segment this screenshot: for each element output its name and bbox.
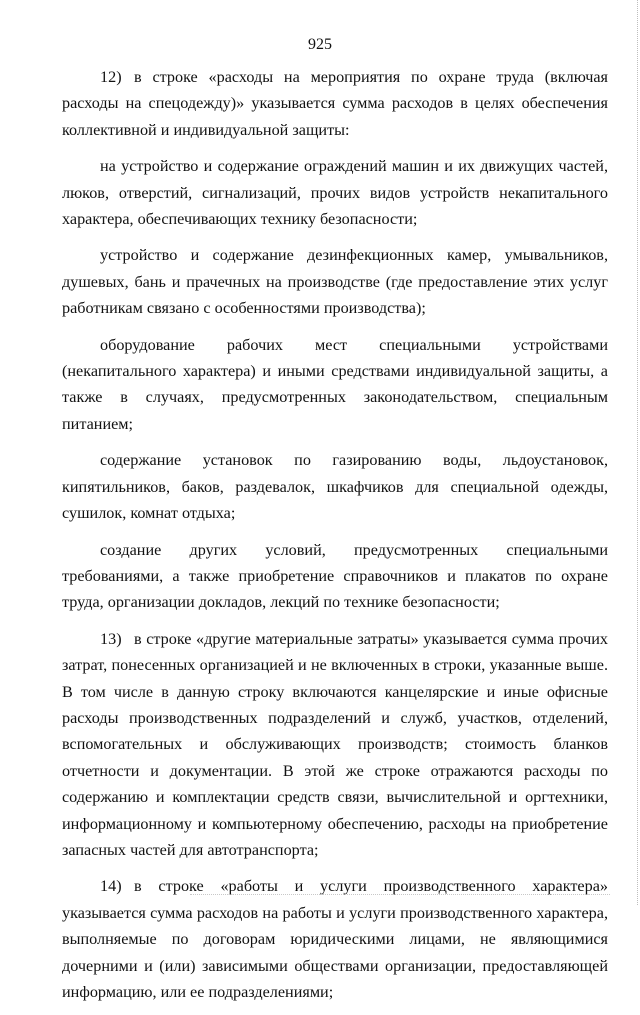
- paragraph-water-installations: [62, 447, 608, 526]
- page-number: 925: [308, 36, 332, 53]
- paragraph-text: создание других условий, предусмотренных специальными требованиями, а также приобретение справочников и плакатов по охране труда, организации докладов, лекций по технике безопасности;: [62, 540, 608, 612]
- paragraph-protective-barriers: [62, 153, 608, 232]
- paragraph-other-conditions: [62, 537, 608, 616]
- paragraph-item-13: [62, 626, 608, 864]
- item-number: 14): [100, 877, 122, 896]
- paragraph-disinfection-chambers: [62, 242, 608, 321]
- paragraph-workplace-equipment: [62, 332, 608, 438]
- paragraph-text: оборудование рабочих мест специальными устройствами (некапитального характера) и иными средствами индивидуальной защиты, а также в случаях, предусмотренных законодательством, специальным питанием;: [62, 335, 608, 433]
- scan-edge-bottom: [190, 894, 610, 895]
- document-body: [62, 64, 608, 1015]
- paragraph-item-12: [62, 64, 608, 143]
- paragraph-text: в строке «работы и услуги производственного характера» указывается сумма расходов на работы и услуги производственного характера, выполняемые по договорам юридическими лицами, не являющимися дочерними и (или) зависимыми обществами организации, предоставляющей информацию, или ее подразделениями;: [62, 877, 608, 1001]
- paragraph-text: устройство и содержание дезинфекционных камер, умывальников, душевых, бань и прачечных на производстве (где предоставление этих услуг работникам связано с особенностями производства);: [62, 246, 608, 318]
- paragraph-text: в строке «другие материальные затраты» указывается сумма прочих затрат, понесенных организацией и не включенных в строки, указанные выше. В том числе в данную строку включаются канцелярские и иные офисные расходы производственных подразделений и служб, участков, отделений, вспомогательных и обслуживающих производств; стоимость бланков отчетности и документации. В этой же строке отражаются расходы по содержанию и комплектации средств связи, вычислительной и оргтехники, информационному и компьютерному обеспечению, расходы на приобретение запасных частей для автотранспорта;: [62, 629, 608, 859]
- scan-edge-right: [637, 0, 638, 905]
- paragraph-text: на устройство и содержание ограждений машин и их движущих частей, люков, отверстий, сигнализаций, прочих видов устройств некапитального характера, обеспечивающих технику безопасности;: [62, 157, 608, 229]
- paragraph-text: содержание установок по газированию воды, льдоустановок, кипятильников, баков, раздевалок, шкафчиков для специальной одежды, сушилок, комнат отдыха;: [62, 451, 608, 523]
- item-number: 12): [100, 68, 122, 86]
- item-number: 13): [100, 629, 122, 648]
- paragraph-text: в строке «расходы на мероприятия по охране труда (включая расходы на спецодежду)» указывается сумма расходов в целях обеспечения коллективной и индивидуальной защиты:: [62, 68, 608, 139]
